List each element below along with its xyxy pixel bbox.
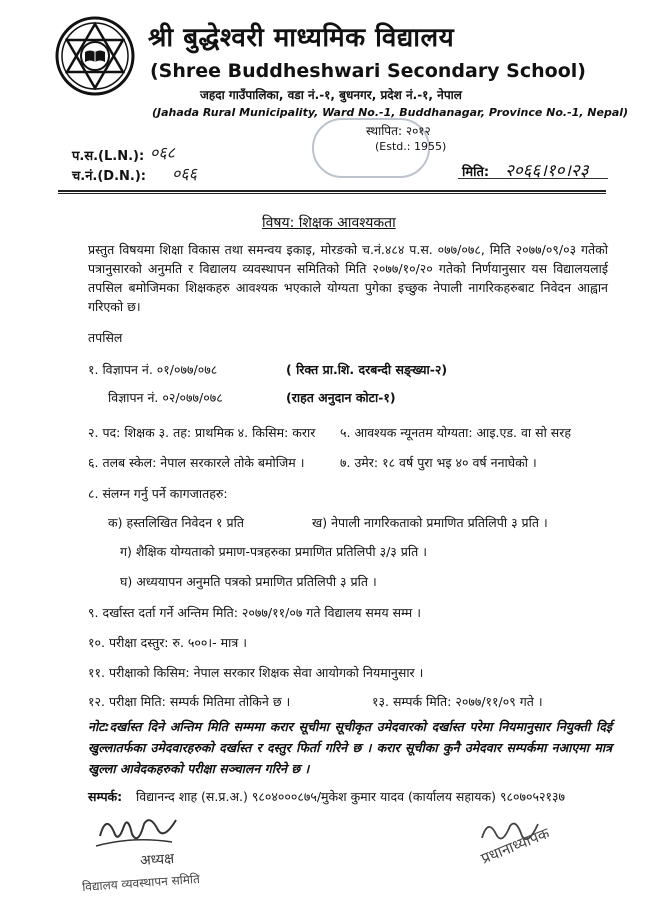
item-1b-bold: (राहत अनुदान कोटा-१) [286,390,396,405]
header-divider-thin [58,193,606,194]
headmaster-title: प्रधानाध्यापक [478,823,552,868]
contact-label: सम्पर्क: [88,789,123,804]
tapasil-heading: तपसिल [88,330,123,345]
item-1b: विज्ञापन नं. ०२/०७७/०७८ [108,390,223,405]
ps-value: ०६८ [150,143,175,162]
item-7: ७. उमेर: १८ वर्ष पुरा भइ ४० वर्ष ननाघेको । [340,455,537,470]
item-8a: क) हस्तलिखित निवेदन १ प्रति [108,515,244,530]
item-1a-bold: ( रिक्त प्रा.शि. दरबन्दी सङ्ख्या-२) [286,362,448,377]
school-name-english: (Shree Buddheshwari Secondary School) [150,60,586,82]
item-8b: ख) नेपाली नागरिकताको प्रमाणित प्रतिलिपी ३ प्रति । [312,515,548,530]
school-name-nepali: श्री बुद्धेश्वरी माध्यमिक विद्यालय [148,23,455,53]
item-9: ९. दर्खास्त दर्ता गर्ने अन्तिम मिति: २०७७/११/०७ गते विद्यालय समय सम्म । [88,605,421,620]
item-11: ११. परीक्षाको किसिम: नेपाल सरकार शिक्षक सेवा आयोगको नियमानुसार । [88,665,424,680]
school-logo-icon [55,16,135,96]
date-value: २०६६।१०।२३ [505,161,589,181]
item-5: ५. आवश्यक न्यूनतम योग्यता: आइ.एड. वा सो सरह [340,425,572,440]
chairperson-title: अध्यक्ष [139,850,175,870]
established-english: (Estd.: 1955) [375,140,447,153]
contact-text: विद्यानन्द शाह (स.प्र.अ.) ९८०४०००८७५/मुकेश कुमार यादव (कार्यालय सहायक) ९८०७०५२१३७ [136,789,565,804]
chairperson-subtitle: विद्यालय व्यवस्थापन समिति [81,871,201,895]
item-8d: घ) अध्ययापन अनुमति पत्रको प्रमाणित प्रतिलिपी ३ प्रति । [120,574,377,589]
item-12: १२. परीक्षा मिति: सम्पर्क मितिमा तोकिने छ । [88,694,291,709]
item-8c: ग) शैक्षिक योग्यताको प्रमाण-पत्रहरुका प्रमाणित प्रतिलिपी ३/३ प्रति । [120,544,427,559]
item-1a: १. विज्ञापन नं. ०१/०७७/०७८ [88,362,218,377]
date-label: मिति: [462,165,490,180]
subject-heading: विषय: शिक्षक आवश्यकता [262,215,396,231]
intro-paragraph: प्रस्तुत विषयमा शिक्षा विकास तथा समन्वय इकाइ, मोरङको च.नं.४८४ प.स. ०७७/०७८, मिति २०७७/०९/०३ गतेको पत्रानुसारको अनुमति र विद्यालय व्यवस्थापन समितिको मिति २०७७/१०/२० गतेको निर्णयानुसार यस विद्यालयलाई तपसिल बमोजिमका शिक्षकहरु आवश्यक भएकाले योग्यता पुगेका इच्छुक नेपाली नागरिकहरुबाट निवेदन आह्वान गरिएको छ। [88,242,608,314]
ps-label: प.स.(L.N.): [72,149,145,164]
item-10: १०. परीक्षा दस्तुर: रु. ५००।- मात्र । [88,635,247,650]
item-2-4: २. पद: शिक्षक ३. तह: प्राथमिक ४. किसिम: करार [88,425,316,440]
cn-label: च.नं.(D.N.): [72,169,146,184]
address-nepali: जहदा गाउँपालिका, वडा नं.-१, बुधनगर, प्रदेश नं.-१, नेपाल [200,88,462,102]
item-13: १३. सम्पर्क मिति: २०७७/११/०९ गते । [372,694,543,709]
note-paragraph: नोट:दर्खास्त दिने अन्तिम मिति सम्ममा करार सूचीमा सूचीकृत उमेदवारको दर्खास्त परेमा नियमानुसार नियुक्ती दिई खुल्लातर्फका उमेदवारहरुको दर्खास्त र दस्तुर फिर्ता गरिने छ । करार सूचीका कुनै उमेदवार सम्पर्कमा नआएमा मात्र खुल्ला आवेदकहरुको परीक्षा सञ्चालन गरिने छ । [88,719,612,776]
established-nepali: स्थापित: २०१२ [366,124,431,138]
header-divider [58,190,606,192]
cn-value: ०६६ [172,164,197,183]
item-8: ८. संलग्न गर्नु पर्ने कागजातहरु: [88,486,228,501]
address-english: (Jahada Rural Municipality, Ward No.-1, Buddhanagar, Province No.-1, Nepal) [152,106,629,119]
item-6: ६. तलब स्केल: नेपाल सरकारले तोके बमोजिम । [88,455,305,470]
